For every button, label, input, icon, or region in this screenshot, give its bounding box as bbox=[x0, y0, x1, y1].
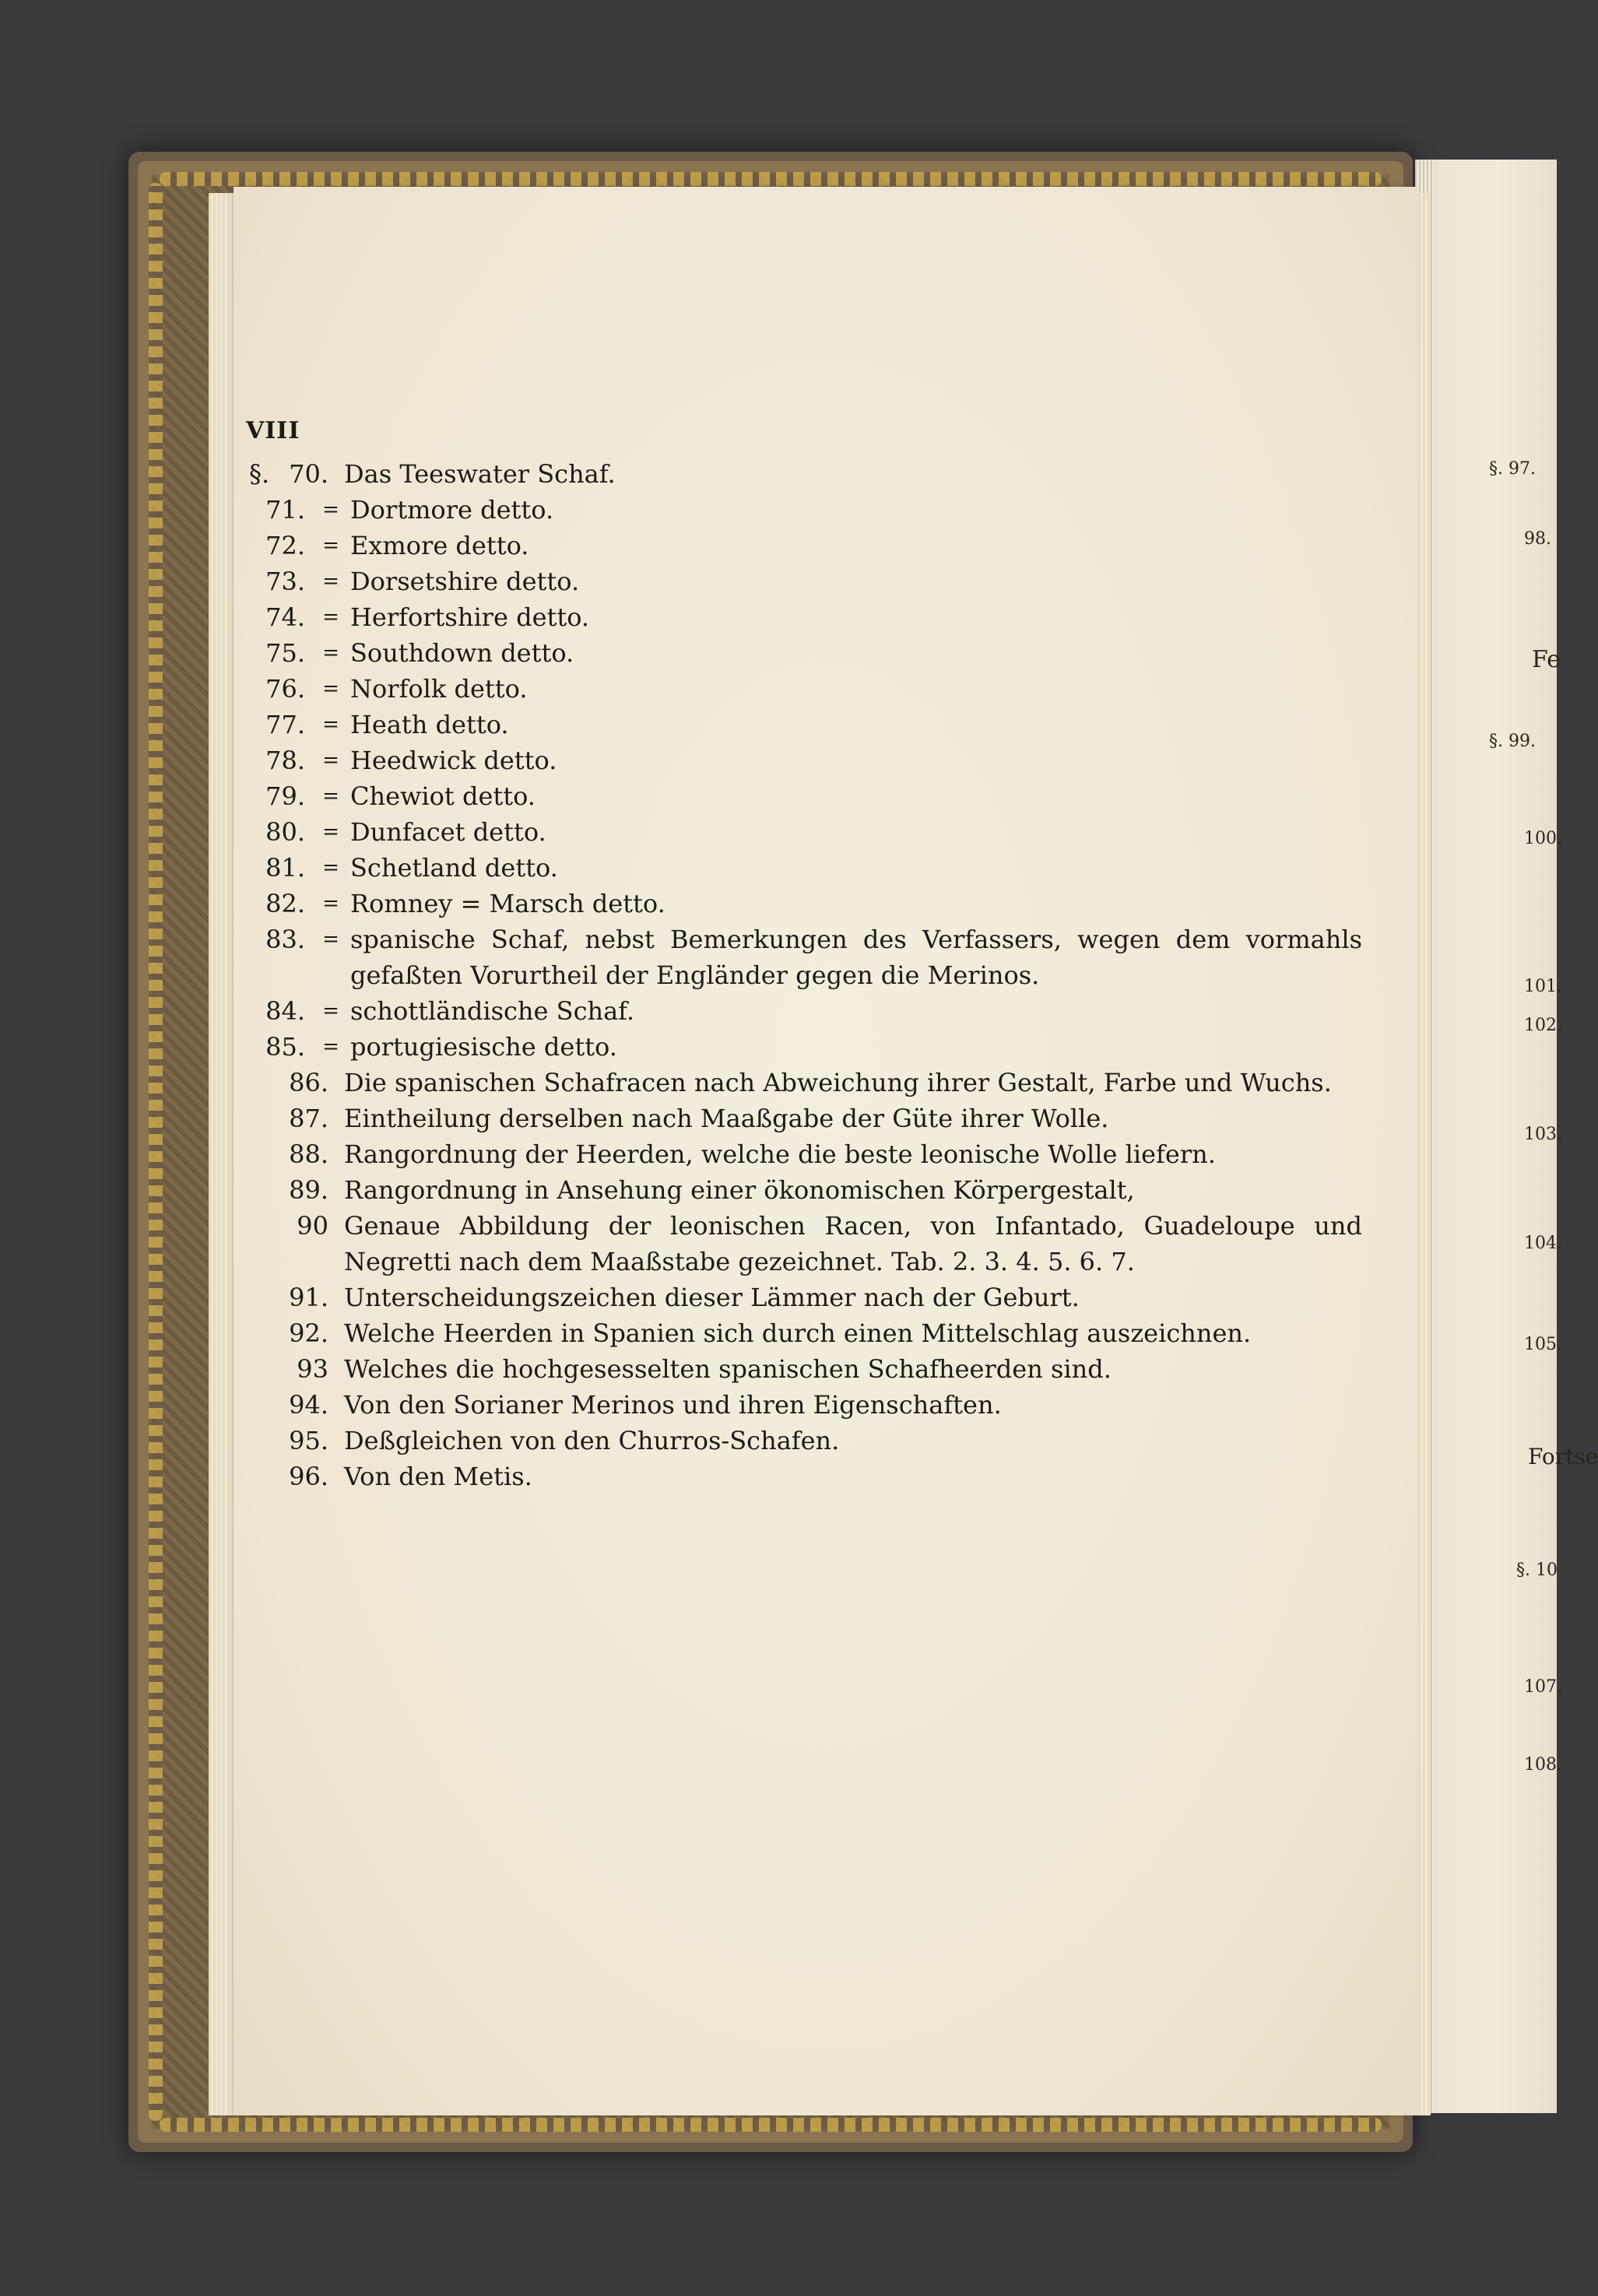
ditto-mark: = bbox=[322, 749, 339, 772]
toc-entry bbox=[234, 528, 1339, 563]
toc-entry bbox=[234, 635, 1339, 671]
entry-title: portugiesische detto. bbox=[350, 1032, 617, 1062]
entry-number: 73. bbox=[265, 567, 305, 596]
toc-entry bbox=[234, 707, 1339, 743]
entry-title: Die spanischen Schafracen nach Abweichung ihrer Gestalt, Farbe und Wuchs. bbox=[344, 1068, 1332, 1097]
toc-entry bbox=[234, 1208, 1362, 1280]
facing-page-item: 104. bbox=[1524, 1234, 1562, 1253]
entry-number: 78. bbox=[265, 746, 305, 775]
facing-page-item: 100. bbox=[1524, 829, 1562, 848]
entry-title: Rangordnung in Ansehung einer ökonomischen Körpergestalt, bbox=[344, 1175, 1135, 1205]
entry-number: 93 bbox=[297, 1354, 328, 1384]
facing-page-item: §. 10 bbox=[1516, 1561, 1558, 1580]
entry-number: 88. bbox=[289, 1139, 328, 1169]
entry-number: 87. bbox=[289, 1104, 328, 1133]
entry-number: 70. bbox=[289, 459, 328, 489]
facing-page-item: Fortse bbox=[1528, 1444, 1598, 1469]
toc-entry bbox=[234, 1280, 1339, 1315]
entry-number: 72. bbox=[265, 531, 305, 560]
facing-page-item: §. 99. bbox=[1489, 732, 1536, 751]
entry-title: Welche Heerden in Spanien sich durch einen Mittelschlag auszeichnen. bbox=[344, 1318, 1252, 1348]
toc-entry bbox=[234, 671, 1339, 707]
entry-title: Exmore detto. bbox=[350, 531, 529, 560]
entry-number: 75. bbox=[265, 638, 305, 668]
ditto-mark: = bbox=[322, 1035, 339, 1058]
toc-entry bbox=[234, 1351, 1339, 1387]
toc-entry bbox=[234, 1136, 1339, 1172]
toc-entry bbox=[234, 1172, 1339, 1208]
toc-entry bbox=[234, 599, 1339, 635]
entry-number: 86. bbox=[289, 1068, 328, 1097]
toc-entry bbox=[234, 814, 1339, 850]
entry-title: Deßgleichen von den Churros-Schafen. bbox=[344, 1426, 840, 1455]
entry-number: 74. bbox=[265, 602, 305, 632]
entry-number: 92. bbox=[289, 1318, 328, 1348]
facing-page-edge bbox=[1415, 160, 1598, 2113]
entry-title: Dorsetshire detto. bbox=[350, 567, 580, 596]
entry-number: 80. bbox=[265, 817, 305, 847]
entry-title: Welches die hochgesesselten spanischen Schafheerden sind. bbox=[344, 1354, 1112, 1384]
entry-title: Dortmore detto. bbox=[350, 495, 554, 525]
toc-entry bbox=[234, 1315, 1339, 1351]
ditto-mark: = bbox=[322, 785, 339, 808]
section-symbol: §. bbox=[249, 459, 270, 489]
facing-page-item: 108. bbox=[1524, 1755, 1562, 1775]
ditto-mark: = bbox=[322, 498, 339, 521]
ditto-mark: = bbox=[322, 677, 339, 700]
ditto-mark: = bbox=[322, 892, 339, 915]
entry-title: Das Teeswater Schaf. bbox=[344, 459, 616, 489]
ditto-mark: = bbox=[322, 570, 339, 593]
entry-number: 82. bbox=[265, 889, 305, 918]
entry-number: 83. bbox=[265, 925, 305, 954]
gilt-border-top bbox=[160, 172, 1382, 186]
toc-entry bbox=[234, 850, 1339, 886]
ditto-mark: = bbox=[322, 856, 339, 879]
entry-title: Dunfacet detto. bbox=[350, 817, 546, 847]
toc-entry bbox=[234, 922, 1362, 993]
entry-number: 81. bbox=[265, 853, 305, 883]
facing-page-item: 98. bbox=[1524, 529, 1551, 549]
entry-number: 89. bbox=[289, 1175, 328, 1205]
entry-number: 95. bbox=[289, 1426, 328, 1455]
page-number-header: VIII bbox=[246, 417, 300, 444]
facing-page-item: §. 97. bbox=[1489, 459, 1536, 479]
ditto-mark: = bbox=[322, 928, 339, 951]
entry-title: Southdown detto. bbox=[350, 638, 574, 668]
toc-entry bbox=[234, 886, 1339, 922]
table-of-contents bbox=[234, 456, 1362, 1494]
facing-page-item: 101. bbox=[1524, 977, 1562, 996]
entry-number: 91. bbox=[289, 1283, 328, 1312]
facing-page-item: 105. bbox=[1524, 1335, 1562, 1354]
toc-entry bbox=[234, 492, 1339, 528]
entry-number: 76. bbox=[265, 674, 305, 704]
entry-title: Schetland detto. bbox=[350, 853, 558, 883]
entry-number: 84. bbox=[265, 996, 305, 1026]
ditto-mark: = bbox=[322, 641, 339, 665]
toc-entry bbox=[234, 1423, 1339, 1459]
ditto-mark: = bbox=[322, 820, 339, 844]
entry-title: Eintheilung derselben nach Maaßgabe der Güte ihrer Wolle. bbox=[344, 1104, 1109, 1133]
toc-entry bbox=[234, 563, 1339, 599]
entry-number: 79. bbox=[265, 781, 305, 811]
entry-number: 71. bbox=[265, 495, 305, 525]
entry-title: Unterscheidungszeichen dieser Lämmer nach der Geburt. bbox=[344, 1283, 1080, 1312]
toc-entry bbox=[234, 456, 1339, 492]
toc-entry bbox=[234, 743, 1339, 778]
facing-page-item: 103. bbox=[1524, 1125, 1562, 1144]
toc-entry bbox=[234, 1101, 1339, 1136]
entry-title: Romney = Marsch detto. bbox=[350, 889, 666, 918]
toc-entry bbox=[234, 778, 1339, 814]
ditto-mark: = bbox=[322, 534, 339, 557]
facing-page-item: 102. bbox=[1524, 1016, 1562, 1035]
toc-entry bbox=[234, 1387, 1339, 1423]
ditto-mark: = bbox=[322, 713, 339, 736]
entry-number: 77. bbox=[265, 710, 305, 739]
entry-title: Heath detto. bbox=[350, 710, 509, 739]
facing-page-item: Fe bbox=[1532, 646, 1561, 673]
entry-title: Heedwick detto. bbox=[350, 746, 557, 775]
facing-page-item: 107. bbox=[1524, 1677, 1562, 1697]
gilt-border-left bbox=[149, 183, 163, 2121]
entry-number: 85. bbox=[265, 1032, 305, 1062]
ditto-mark: = bbox=[322, 606, 339, 629]
entry-title: Von den Metis. bbox=[344, 1462, 532, 1491]
entry-title: spanische Schaf, nebst Bemerkungen des Verfassers, wegen dem vormahls gefaßten Vorurtheil der Engländer gegen die Merinos. bbox=[350, 925, 1362, 990]
gilt-border-bottom bbox=[160, 2118, 1382, 2132]
entry-title: Norfolk detto. bbox=[350, 674, 528, 704]
entry-number: 90 bbox=[297, 1211, 328, 1241]
toc-entry bbox=[234, 1459, 1339, 1494]
toc-entry bbox=[234, 993, 1339, 1029]
entry-number: 94. bbox=[289, 1390, 328, 1420]
entry-number: 96. bbox=[289, 1462, 328, 1491]
toc-entry bbox=[234, 1029, 1339, 1065]
entry-title: Rangordnung der Heerden, welche die beste leonische Wolle liefern. bbox=[344, 1139, 1216, 1169]
ditto-mark: = bbox=[322, 999, 339, 1023]
entry-title: Genaue Abbildung der leonischen Racen, von Infantado, Guadeloupe und Negretti nach dem Maaßstabe gezeichnet. Tab. 2. 3. 4. 5. 6. 7. bbox=[344, 1211, 1362, 1276]
entry-title: schottländische Schaf. bbox=[350, 996, 635, 1026]
entry-title: Chewiot detto. bbox=[350, 781, 536, 811]
entry-title: Von den Sorianer Merinos und ihren Eigenschaften. bbox=[344, 1390, 1002, 1420]
toc-entry bbox=[234, 1065, 1339, 1101]
entry-title: Herfortshire detto. bbox=[350, 602, 590, 632]
